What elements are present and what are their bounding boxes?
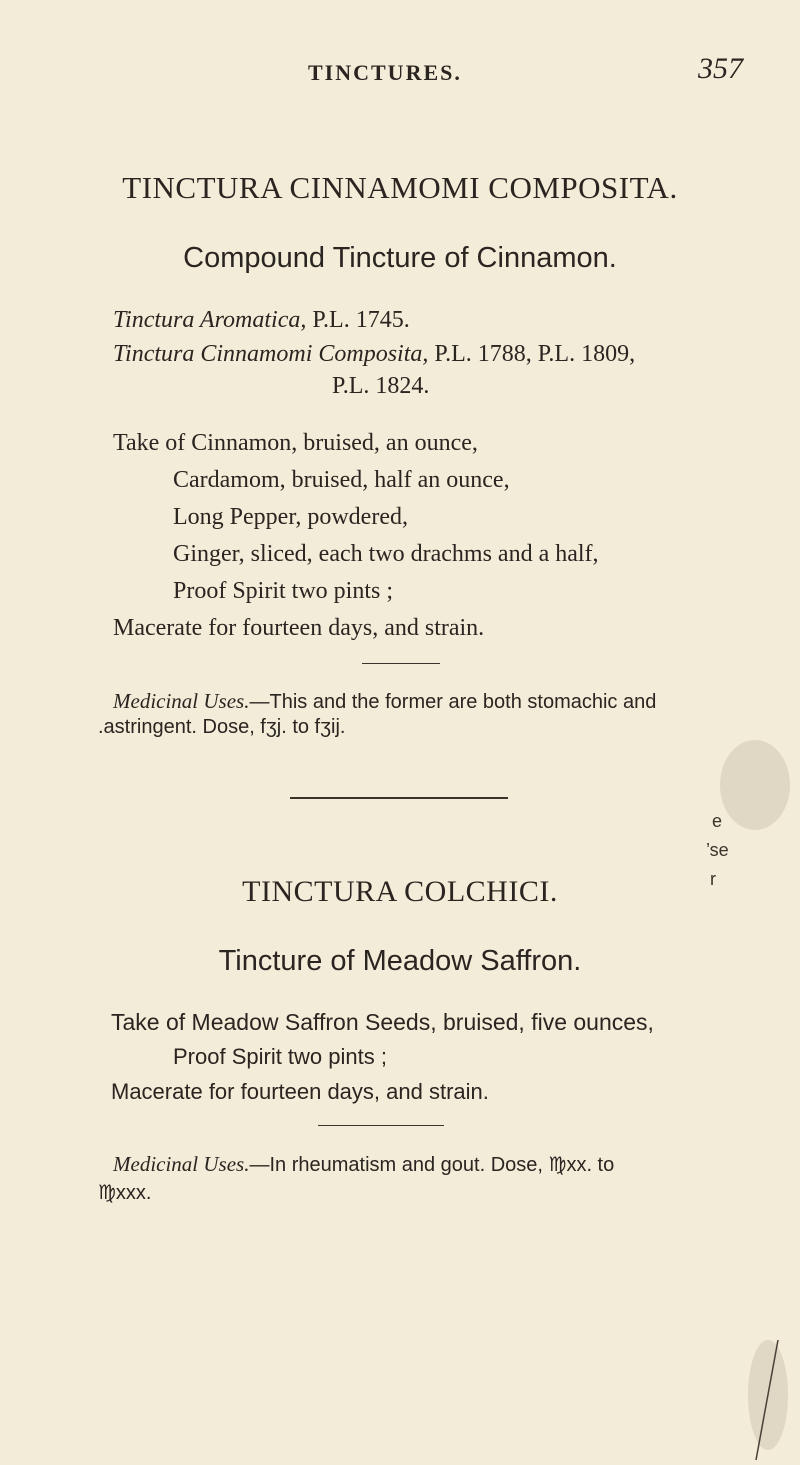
pencil-mark [750,1340,780,1465]
recipe-line: Cardamom, bruised, half an ounce, [173,467,510,493]
margin-note: r [710,869,716,889]
medicinal-uses-dose: ♍xxx. [98,1182,152,1204]
synonym-ref: P.L. 1745. [306,307,410,333]
running-head [0,50,800,90]
short-divider [362,663,440,664]
recipe-line: Macerate for fourteen days, and strain. [111,1079,489,1104]
synonym-line-2-cont: P.L. 1824. [332,373,430,399]
uses-text: —This and the former are both stomachic and [249,691,657,713]
recipe-line: Take of Cinnamon, bruised, an ounce, [113,430,478,456]
section2-subtitle-block [0,945,800,978]
synonym-name: Tinctura Aromatica, [113,307,307,333]
uses-text: —In rheumatism and gout. Dose, ♍xx. to [249,1154,615,1176]
recipe-line: Long Pepper, powdered, [173,504,408,530]
recipe-line: Ginger, sliced, each two drachms and a half, [173,541,599,567]
synonym-ref: P.L. 1788, P.L. 1809, [428,341,636,367]
synonym-line-2 [113,339,635,369]
margin-note: ’se [706,840,729,860]
section1-subtitle: Compound Tincture of Cinnamon. [183,242,617,274]
section2-title: TINCTURA COLCHICI. [242,875,558,908]
section2-title-block [0,875,800,909]
synonym-name: Tinctura Cinnamomi Composita, [113,341,429,367]
section2-subtitle: Tincture of Meadow Saffron. [218,945,582,977]
recipe-line: Proof Spirit two pints ; [173,1044,387,1069]
uses-label: Medicinal Uses. [113,689,250,713]
page-number: 357 [698,52,743,85]
uses-label: Medicinal Uses. [113,1152,250,1176]
synonym-line-1 [113,305,410,335]
section1-subtitle-block [0,242,800,275]
recipe-line: Macerate for fourteen days, and strain. [113,615,485,641]
running-title: TINCTURES. [308,60,462,85]
medicinal-uses-line [113,689,656,714]
section-divider [290,797,508,799]
section1-title-block [0,170,800,206]
section1-title: TINCTURA CINNAMOMI COMPOSITA. [122,170,678,205]
recipe-line: Take of Meadow Saffron Seeds, bruised, five ounces, [111,1009,654,1035]
recipe-line: Proof Spirit two pints ; [173,578,394,604]
medicinal-uses-dose: .astringent. Dose, fʒj. to fʒij. [98,716,346,738]
paper-stain [720,740,790,830]
margin-note: e [712,811,723,831]
medicinal-uses-line [113,1152,614,1177]
short-divider [318,1125,444,1126]
